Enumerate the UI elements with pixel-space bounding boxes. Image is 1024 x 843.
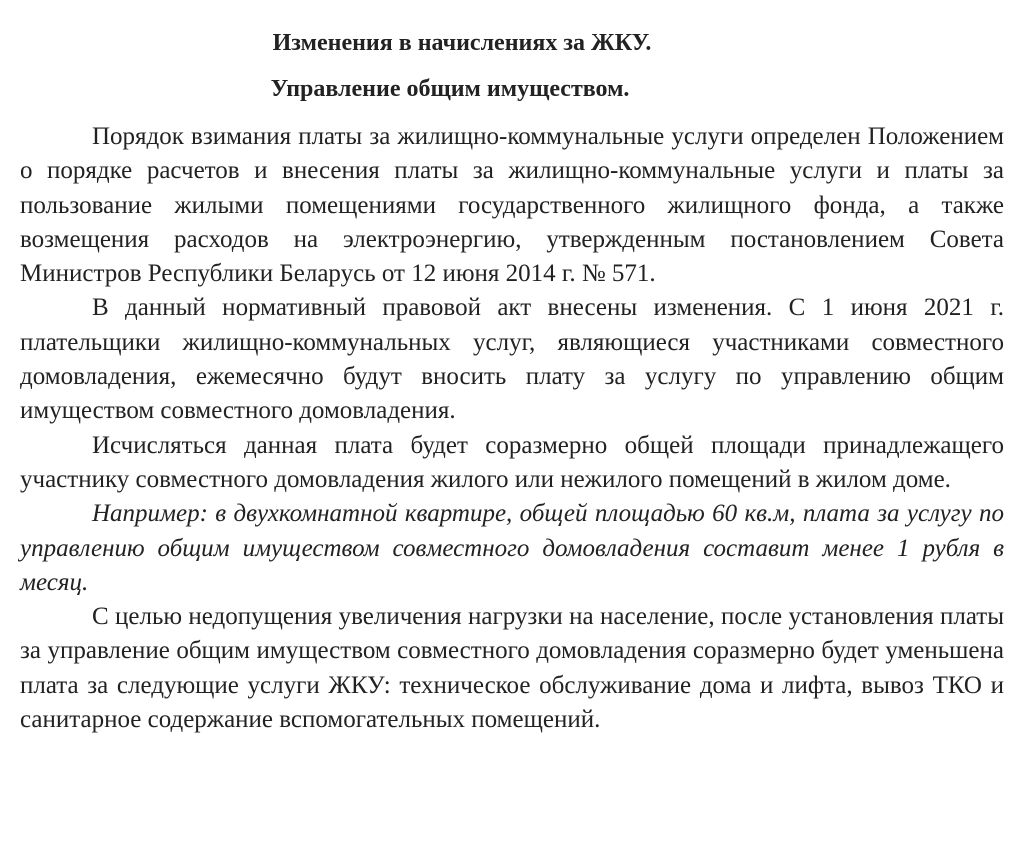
paragraph-amendments: В данный нормативный правовой акт внесены изменения. С 1 июня 2021 г. плательщики жилищно-коммунальных услуг, являющиеся участниками совместного домовладения, ежемесячно будут вносить плату за услугу по управлению общим имуществом совместного домовладения. <box>20 294 1004 425</box>
paragraph-example: Например: в двухкомнатной квартире, общей площадью 60 кв.м, плата за услугу по управлению общим имуществом совместного домовладения составит менее 1 рубля в месяц. <box>20 500 1004 596</box>
paragraph-load-reduction: С целью недопущения увеличения нагрузки на население, после установления платы за управление общим имуществом совместного домовладения соразмерно будет уменьшена плата за следующие услуги ЖКУ: техническое обслуживание дома и лифта, вывоз ТКО и санитарное содержание вспомогательных помещений. <box>20 603 1004 734</box>
paragraph-calculation: Исчисляться данная плата будет соразмерно общей площади принадлежащего участнику совместного домовладения жилого или нежилого помещений в жилом доме. <box>20 431 1004 493</box>
document-subtitle: Управление общим имуществом. <box>270 76 630 102</box>
paragraph-payment-procedure: Порядок взимания платы за жилищно-коммунальные услуги определен Положением о порядке расчетов и внесения платы за жилищно-коммунальные услуги и платы за пользование жилыми помещениями государственного жилищного фонда, а также возмещения расходов на электроэнергию, утвержденным постановлением Совета Министров Республики Беларусь от 12 июня 2014 г. № 571. <box>20 123 1004 288</box>
document-title: Изменения в начислениях за ЖКУ. <box>272 30 652 56</box>
document-body <box>20 120 1004 737</box>
